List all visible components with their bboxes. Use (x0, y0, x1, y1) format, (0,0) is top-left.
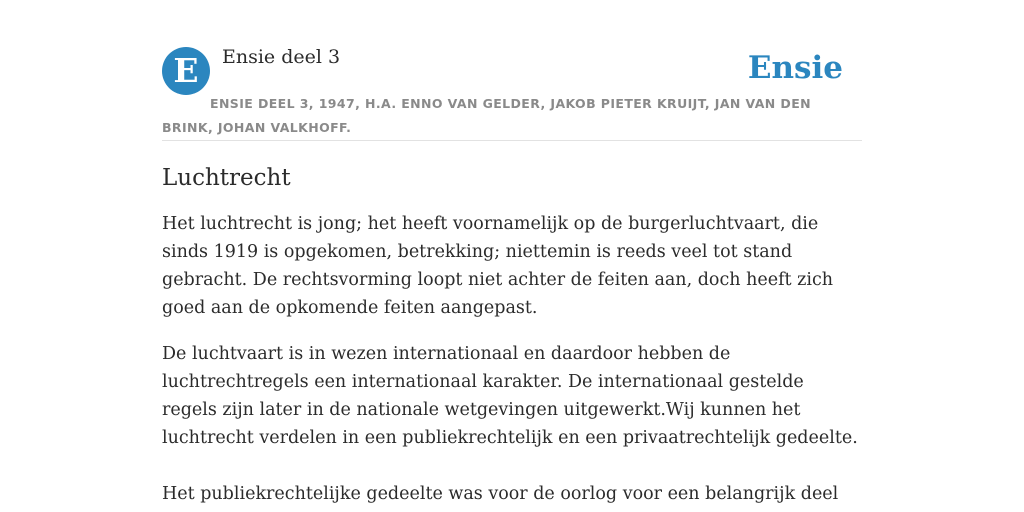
article-paragraph: Het publiekrechtelijke gedeelte was voor de oorlog voor een belangrijk deel (162, 484, 839, 504)
book-meta: ENSIE DEEL 3, 1947, H.A. ENNO VAN GELDER, JAKOB PIETER KRUIJT, JAN VAN DEN BRINK, JOHAN VALKHOFF. (162, 96, 811, 135)
article-paragraph: De luchtvaart is in wezen internationaal en daardoor hebben de luchtrechtregels een internationaal karakter. De internationaal gestelde regels zijn later in de nationale wetgevingen uitgewerkt.Wij kunnen het luchtrecht verdelen in een publiekrechtelijk en een privaatrechtelijk gedeelte. (162, 344, 858, 448)
article (162, 160, 862, 508)
article-paragraph: Het luchtrecht is jong; het heeft voornamelijk op de burgerluchtvaart, die sinds 1919 is opgekomen, betrekking; niettemin is reeds veel tot stand gebracht. De rechtsvorming loopt niet achter de feiten aan, doch heeft zich goed aan de opkomende feiten aangepast. (162, 214, 834, 318)
article-title: Luchtrecht (162, 165, 291, 191)
header (162, 44, 862, 141)
logo-badge[interactable]: E (162, 47, 210, 95)
book-title[interactable]: Ensie deel 3 (222, 46, 341, 68)
brand-logo-link[interactable]: Ensie (747, 50, 843, 86)
